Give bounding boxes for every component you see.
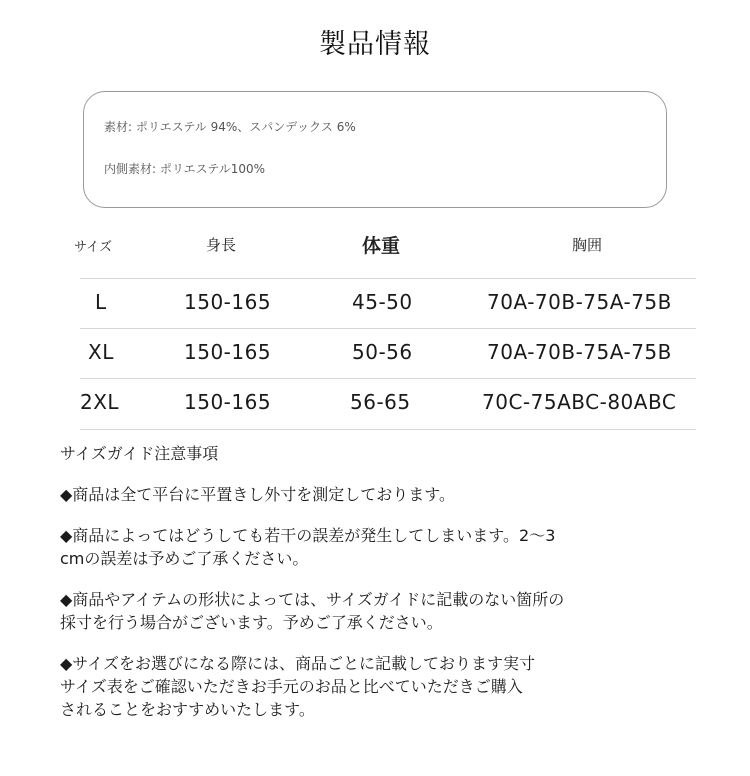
row-divider: [80, 278, 696, 279]
guide-note: ◆商品は全て平台に平置きし外寸を測定しております。: [60, 485, 456, 504]
cell-bust: 70A-70B-75A-75B: [487, 290, 672, 314]
material-main: 素材: ポリエステル 94%、スパンデックス 6%: [104, 120, 356, 134]
guide-note: ◆商品によってはどうしても若干の誤差が発生してしまいます。2～3 cmの誤差は予めご了承ください。: [60, 526, 556, 568]
table-row: [0, 378, 750, 428]
table-row: [0, 328, 750, 378]
cell-height: 150-165: [184, 290, 272, 314]
cell-height: 150-165: [184, 390, 272, 414]
guide-title: サイズガイド注意事項: [60, 444, 219, 463]
header-bust: 胸囲: [572, 236, 603, 254]
page-title: 製品情報: [319, 29, 431, 60]
cell-bust: 70A-70B-75A-75B: [487, 340, 672, 364]
cell-size: 2XL: [80, 390, 120, 414]
table-row: [0, 278, 750, 328]
header-size: サイズ: [74, 240, 112, 255]
cell-bust: 70C-75ABC-80ABC: [482, 390, 677, 414]
row-divider: [80, 328, 696, 329]
cell-weight: 45-50: [352, 290, 413, 314]
cell-weight: 50-56: [352, 340, 413, 364]
header-height: 身長: [206, 236, 237, 254]
size-guide-notes: [60, 443, 740, 721]
row-divider: [80, 378, 696, 379]
cell-weight: 56-65: [350, 390, 411, 414]
guide-note: ◆商品やアイテムの形状によっては、サイズガイドに記載のない箇所の 採寸を行う場合がございます。予めご了承ください。: [60, 590, 565, 632]
guide-note: ◆サイズをお選びになる際には、商品ごとに記載しております実寸 サイズ表をご確認いただきお手元のお品と比べていただきご購入 されることをおすすめいたします。: [60, 654, 536, 719]
cell-size: L: [95, 290, 107, 314]
cell-height: 150-165: [184, 340, 272, 364]
material-info-box: [83, 91, 667, 208]
header-weight: 体重: [362, 235, 401, 257]
cell-size: XL: [88, 340, 114, 364]
table-bottom-divider: [80, 429, 696, 430]
material-lining: 内側素材: ポリエステル100%: [104, 162, 266, 176]
